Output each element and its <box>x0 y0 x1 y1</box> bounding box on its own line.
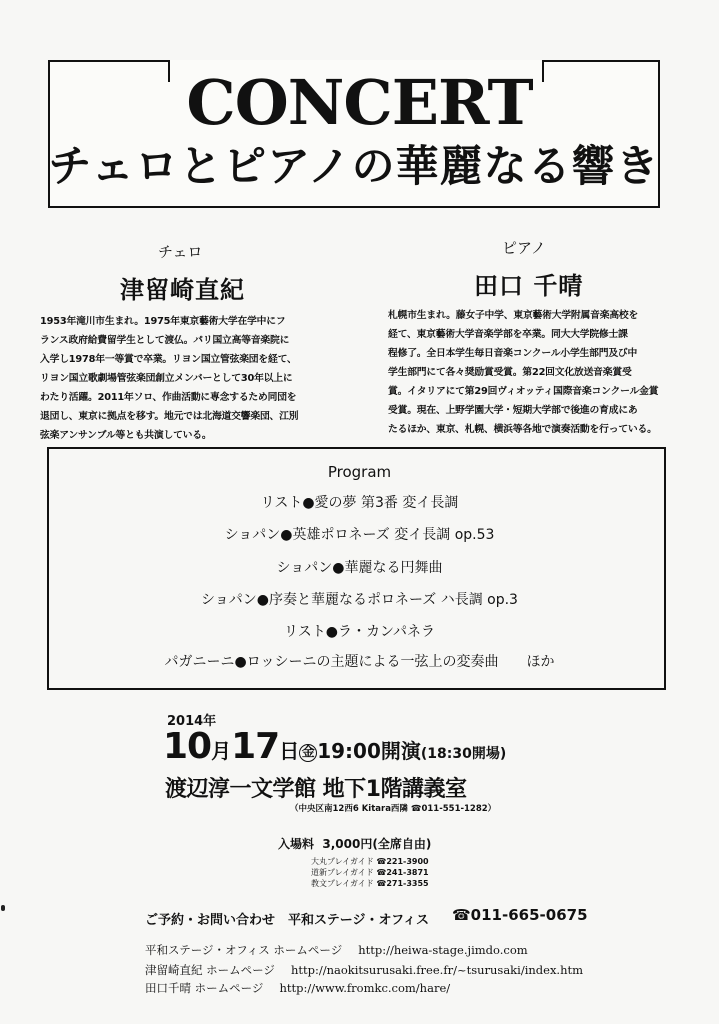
event-year: 2014年 <box>167 714 217 729</box>
contact-phone[interactable]: ☎011-665-0675 <box>452 906 588 924</box>
event-doors-open: (18:30開場) <box>420 746 507 762</box>
scan-mark <box>1 905 5 911</box>
homepage-label: 平和ステージ・オフィス ホームページ <box>145 943 343 957</box>
concert-subtitle: チェロとピアノの華麗なる響き <box>48 142 660 192</box>
bio-line: 札幌市生まれ。藤女子中学、東京藝術大学附属音楽高校を <box>388 310 639 321</box>
homepage-label: 津留崎直紀 ホームページ <box>145 963 275 977</box>
guide-phone: ☎241-3871 <box>376 868 429 877</box>
event-start-time: 19:00開演 <box>317 739 421 763</box>
ticket-guide <box>311 878 429 889</box>
program-heading: Program <box>327 463 392 481</box>
program-item: ショパン●英雄ポロネーズ 変イ長調 op.53 <box>224 527 495 543</box>
admission-info <box>278 835 431 852</box>
homepage-row <box>145 962 583 978</box>
piano-performer-name: 田口 千晴 <box>474 271 584 300</box>
event-datetime <box>163 726 506 767</box>
admission-price: 3,000円(全席自由) <box>322 837 432 851</box>
homepage-url[interactable]: http://naokitsurusaki.free.fr/~tsurusaki/index.htm <box>290 963 584 977</box>
program-item: リスト●愛の夢 第3番 変イ長調 <box>260 495 459 511</box>
bio-line: 弦楽アンサンブル等とも共演している。 <box>40 430 212 441</box>
program-item: パガニーニ●ロッシーニの主題による一弦上の変奏曲 ほか <box>164 654 555 670</box>
admission-label: 入場料 <box>278 837 315 851</box>
program-item: リスト●ラ・カンパネラ <box>284 624 435 640</box>
event-address: （中央区南12西6 Kitara西隣 ☎011-551-1282） <box>290 804 497 814</box>
contact-label: ご予約・お問い合わせ 平和ステージ・オフィス <box>145 913 430 928</box>
bio-line: 1953年滝川市生まれ。1975年東京藝術大学在学中にフ <box>40 316 286 327</box>
concert-title: CONCERT <box>186 66 533 139</box>
event-day: 17 <box>231 726 280 767</box>
bio-line: 賞。イタリアにて第29回ヴィオッティ国際音楽コンクール金賞 <box>388 386 659 397</box>
homepage-row <box>145 942 528 958</box>
ticket-guide <box>311 856 429 867</box>
bio-line: 経て、東京藝術大学音楽学部を卒業。同大大学院修士課 <box>388 329 628 340</box>
bio-line: 退団し、東京に拠点を移す。地元では北海道交響楽団、江別 <box>40 411 299 422</box>
bio-line: 受賞。現在、上野学園大学・短期大学部で後進の育成にあ <box>388 405 638 416</box>
cello-performer-name: 津留崎直紀 <box>120 275 245 304</box>
bio-line: 程修了。全日本学生毎日音楽コンクール小学生部門及び中 <box>388 348 638 359</box>
bio-line: たるほか、東京、札幌、横浜等各地で演奏活動を行っている。 <box>388 424 657 435</box>
cello-biography <box>40 312 342 445</box>
piano-role-label: ピアノ <box>502 239 546 257</box>
guide-phone: ☎221-3900 <box>376 857 429 866</box>
homepage-row <box>145 980 450 996</box>
homepage-url[interactable]: http://www.fromkc.com/hare/ <box>279 981 451 995</box>
program-item: ショパン●序奏と華麗なるポロネーズ ハ長調 op.3 <box>201 592 518 608</box>
program-item: ショパン●華麗なる円舞曲 <box>276 560 443 576</box>
cello-role-label: チェロ <box>158 243 203 261</box>
event-day-unit: 日 <box>279 739 300 763</box>
guide-name: 教文プレイガイド <box>311 879 374 888</box>
ticket-guide <box>311 867 429 878</box>
guide-name: 道新プレイガイド <box>311 868 374 877</box>
homepage-url[interactable]: http://heiwa-stage.jimdo.com <box>358 943 528 957</box>
homepage-label: 田口千晴 ホームページ <box>145 981 264 995</box>
bio-line: 学生部門にて各々奨励賞受賞。第22回文化放送音楽賞受 <box>388 367 632 378</box>
event-venue: 渡辺淳一文学館 地下1階講義室 <box>165 777 467 802</box>
bio-line: 入学し1978年一等賞で卒業。リヨン国立管弦楽団を経て、 <box>40 354 297 365</box>
guide-name: 大丸プレイガイド <box>311 857 374 866</box>
bio-line: わたり活躍。2011年ソロ、作曲活動に専念するため同団を <box>40 392 297 403</box>
piano-biography <box>388 306 692 439</box>
event-month-unit: 月 <box>211 739 232 763</box>
guide-phone: ☎271-3355 <box>376 879 429 888</box>
event-month: 10 <box>163 726 212 767</box>
bio-line: ランス政府給費留学生として渡仏。パリ国立高等音楽院に <box>40 335 290 346</box>
bio-line: リヨン国立歌劇場管弦楽団創立メンバーとして30年以上に <box>40 373 293 384</box>
event-weekday: 金 <box>299 744 317 762</box>
